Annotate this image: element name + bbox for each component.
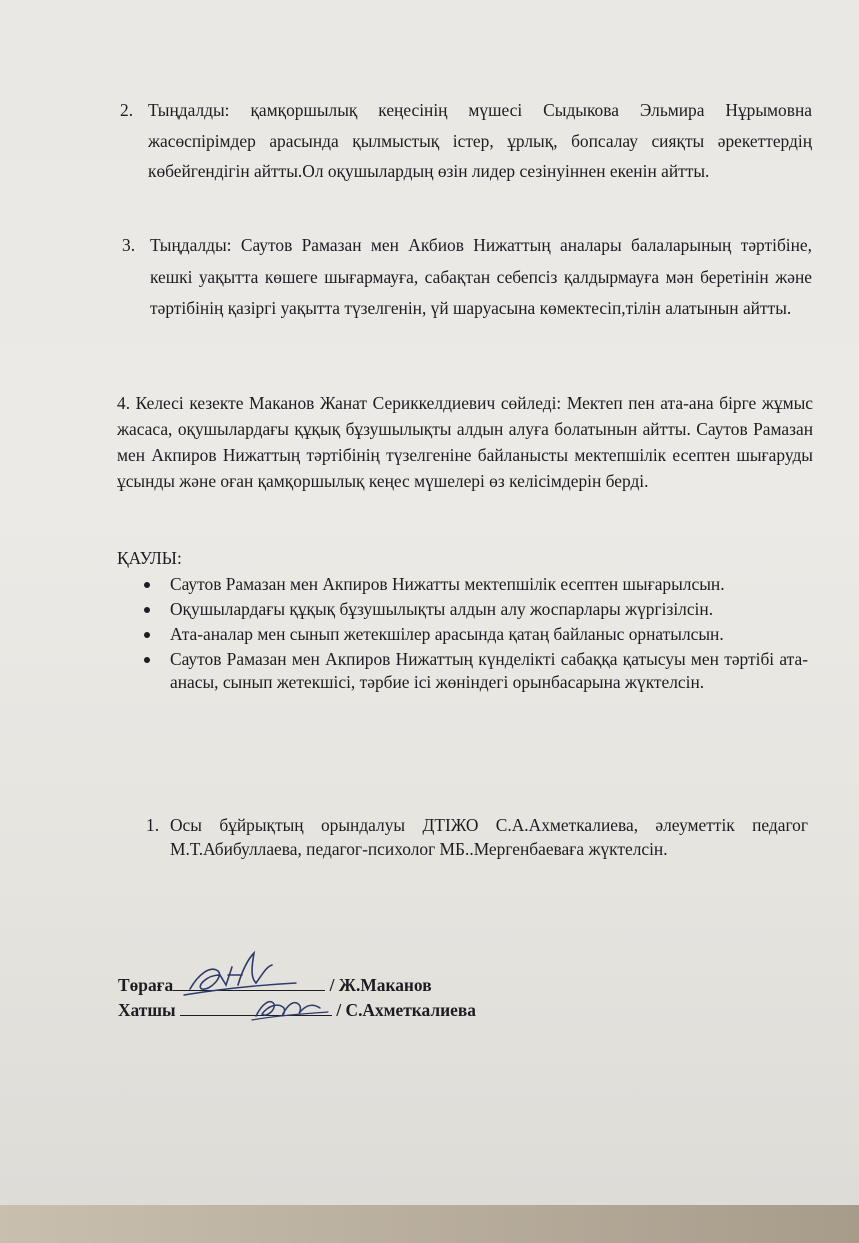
item-number: 3. <box>122 235 136 255</box>
item-number: 2. <box>120 100 134 120</box>
item-text: 4. Келесі кезекте Маканов Жанат Сериккелдиевич сөйледі: Мектеп пен ата-ана бірге жұмыс жасаса, оқушылардағы құқық бұзушылықты алдын алуға болатынын айтты. Саутов Рамазан мен Акпиров Нижаттың тәртібінің түзелгеніне байланысты мектепшілік есептен шығаруды ұсынды және оған қамқоршылық кеңес мүшелері өз келісімдерін берді. <box>117 393 813 491</box>
decisions-title: ҚАУЛЫ: <box>117 548 182 568</box>
decision-item: Оқушылардағы құқық бұзушылықты алдын алу жоспарлары жүргізілсін. <box>140 598 808 621</box>
bullet-icon <box>144 657 150 663</box>
secretary-handwritten-signature <box>250 990 330 1026</box>
agenda-item-2 <box>120 95 812 187</box>
item-text: Тыңдалды: Саутов Рамазан мен Акбиов Нижаттың аналары балаларының тәртібіне, кешкі уақытта көшеге шығармауға, сабақтан себепсіз қалдырмауға мән беретінін және тәртібінің қазіргі уақытта түзелгенін, үй шаруасына көмектесіп,тілін алатынын айтты. <box>150 235 812 318</box>
agenda-item-3 <box>122 230 812 325</box>
chair-label: Төраға <box>118 975 174 995</box>
decision-item: Саутов Рамазан мен Акпиров Нижаттың күнделікті сабаққа қатысуы мен тәртібі ата-анасы, сынып жетекшісі, тәрбие ісі жөніндегі орынбасарына жүктелсін. <box>140 648 808 694</box>
item-text: Тыңдалды: қамқоршылық кеңесінің мүшесі Сыдыкова Эльмира Нұрымовна жасөспірімдер арасында қылмыстық істер, ұрлық, бопсалау сияқты әрекеттердің көбейгендігін айтты.Ол оқушылардың өзін лидер сезінуіннен екенін айтты. <box>148 100 812 181</box>
agenda-item-4 <box>117 390 813 494</box>
bullet-icon <box>144 607 150 613</box>
decision-item: Ата-аналар мен сынып жетекшілер арасында қатаң байланыс орнатылсын. <box>140 623 808 646</box>
bullet-icon <box>144 582 150 588</box>
table-surface <box>0 1205 859 1243</box>
order-item <box>146 813 808 861</box>
bullet-icon <box>144 632 150 638</box>
secretary-label: Хатшы <box>118 1000 176 1020</box>
item-number: 1. <box>146 815 160 835</box>
secretary-name: / С.Ахметкалиева <box>336 1000 476 1020</box>
decision-item: Саутов Рамазан мен Акпиров Нижатты мектепшілік есептен шығарылсын. <box>140 573 808 596</box>
chair-name: / Ж.Маканов <box>329 975 432 995</box>
item-text: Осы бұйрықтың орындалуы ДТІЖО С.А.Ахметкалиева, әлеуметтік педагог М.Т.Абибуллаева, педагог-психолог МБ..Мергенбаеваға жүктелсін. <box>170 815 808 859</box>
decisions-list <box>140 573 808 694</box>
